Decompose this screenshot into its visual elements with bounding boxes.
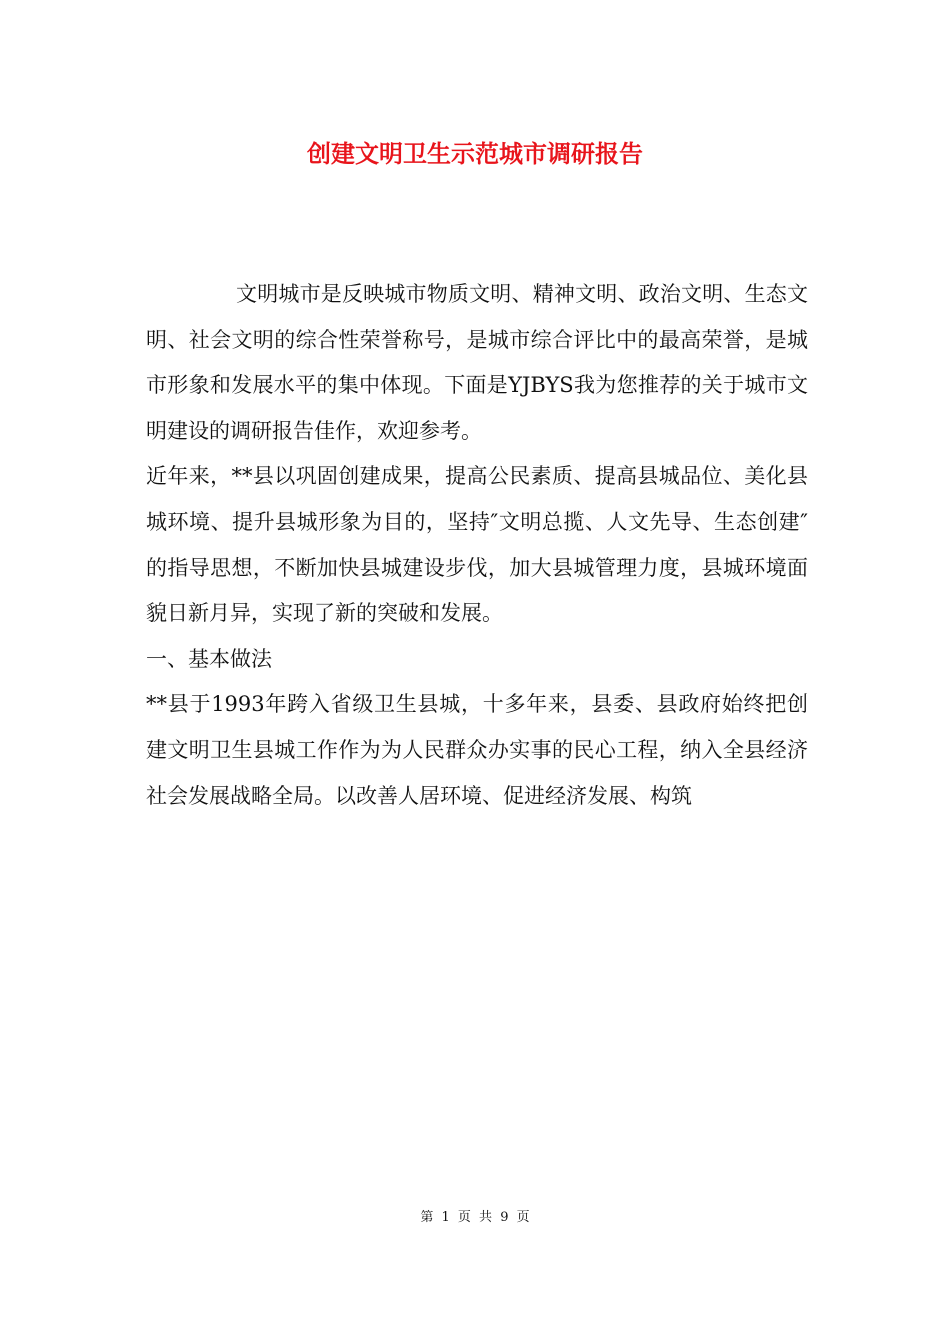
page-footer: 第 1 页 共 9 页	[420, 1210, 530, 1225]
intro-paragraph: 文明城市是反映城市物质文明、精神文明、政治文明、生态文明、社会文明的综合性荣誉称号，是城市综合评比中的最高荣誉，是城市形象和发展水平的集中体现。下面是YJBYS我为您推荐的关于城市文明建设的调研报告佳作，欢迎参考。	[146, 282, 808, 443]
document-title: 创建文明卫生示范城市调研报告	[307, 139, 643, 168]
background-paragraph: 近年来，**县以巩固创建成果，提高公民素质、提高县城品位、美化县城环境、提升县城形象为目的，坚持″文明总揽、人文先导、生态创建″的指导思想，不断加快县城建设步伐，加大县城管理力度，县城环境面貌日新月异，实现了新的突破和发展。	[146, 464, 808, 626]
section-paragraph: **县于1993年跨入省级卫生县城，十多年来，县委、县政府始终把创建文明卫生县城工作作为为人民群众办实事的民心工程，纳入全县经济社会发展战略全局。以改善人居环境、促进经济发展、构筑	[146, 692, 808, 808]
document-body	[146, 272, 808, 819]
section-heading: 一、基本做法	[146, 646, 272, 671]
